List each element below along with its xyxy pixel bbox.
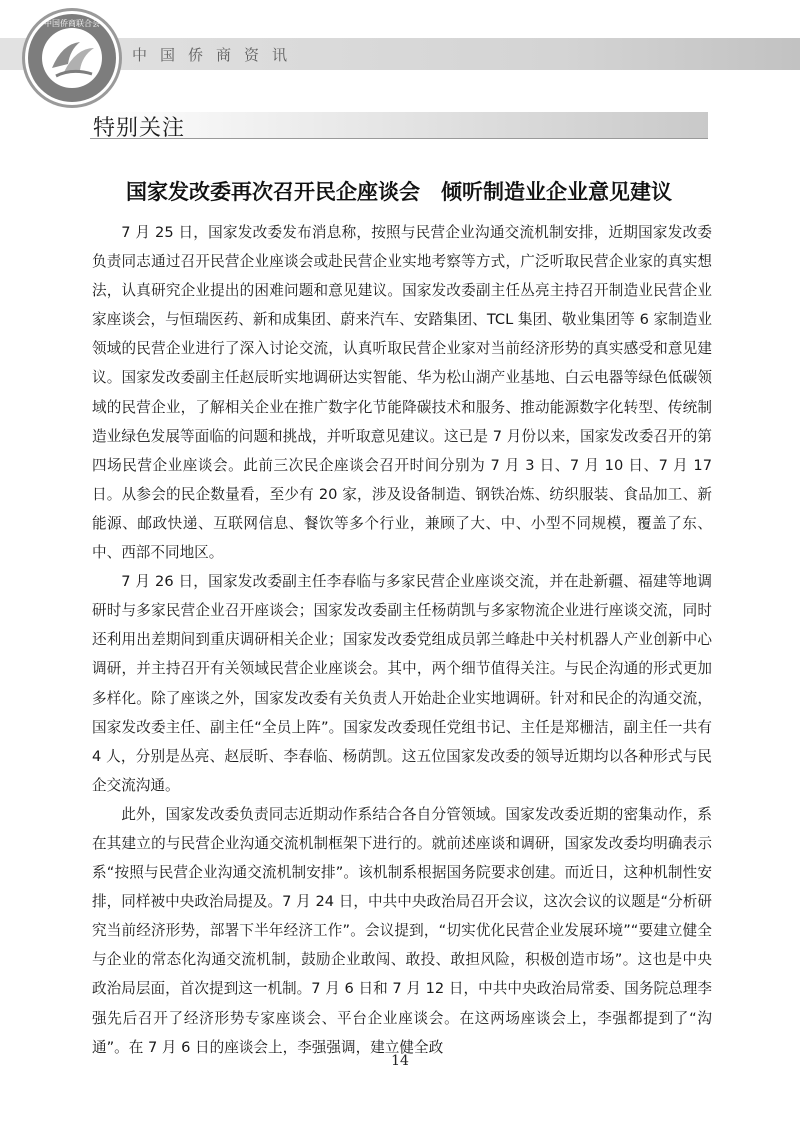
article-paragraph: 此外，国家发改委负责同志近期动作系结合各自分管领域。国家发改委近期的密集动作，系在其建立的与民营企业沟通交流机制框架下进行的。就前述座谈和调研，国家发改委均明确表示系“按照与民营企业沟通交流机制安排”。该机制系根据国务院要求创建。而近日，这种机制性安排，同样被中央政治局提及。7 月 24 日，中共中央政治局召开会议，这次会议的议题是“分析研究当前经济形势，部署下半年经济工作”。会议提到，“切实优化民营企业发展环境”“要建立健全与企业的常态化沟通交流机制，鼓励企业敢闯、敢投、敢担风险，积极创造市场”。这也是中央政治局层面，首次提到这一机制。7 月 6 日和 7 月 12 日，中共中央政治局常委、国务院总理李强先后召开了经济形势专家座谈会、平台企业座谈会。在这两场座谈会上，李强都提到了“沟通”。在 7 月 6 日的座谈会上，李强强调，建立健全政 <box>92 805 712 1056</box>
article-paragraph: 7 月 25 日，国家发改委发布消息称，按照与民营企业沟通交流机制安排，近期国家发改委负责同志通过召开民营企业座谈会或赴民营企业实地考察等方式，广泛听取民营企业家的真实想法，认真研究企业提出的困难问题和意见建议。国家发改委副主任丛亮主持召开制造业民营企业家座谈会，与恒瑞医药、新和成集团、蔚来汽车、安踏集团、TCL 集团、敬业集团等 6 家制造业领域的民营企业进行了深入讨论交流，认真听取民营企业家对当前经济形势的真实感受和意见建议。国家发改委副主任赵辰昕实地调研达实智能、华为松山湖产业基地、白云电器等绿色低碳领域的民营企业，了解相关企业在推广数字化节能降碳技术和服务、推动能源数字化转型、传统制造业绿色发展等面临的问题和挑战，并听取意见建议。这已是 7 月份以来，国家发改委召开的第四场民营企业座谈会。此前三次民企座谈会召开时间分别为 7 月 3 日、7 月 10 日、7 月 17 日。从参会的民企数量看，至少有 20 家，涉及设备制造、钢铁冶炼、纺织服装、食品加工、新能源、邮政快递、互联网信息、餐饮等多个行业，兼顾了大、中、小型不同规模，覆盖了东、中、西部不同地区。 <box>92 224 712 562</box>
logo-text: 中国侨商联合会 <box>44 19 100 28</box>
article-title: 国家发改委再次召开民企座谈会 倾听制造业企业意见建议 <box>126 180 672 204</box>
logo <box>18 4 126 112</box>
article-paragraph: 7 月 26 日，国家发改委副主任李春临与多家民营企业座谈交流，并在赴新疆、福建等地调研时与多家民营企业召开座谈会；国家发改委副主任杨荫凯与多家物流企业进行座谈交流，同时还利用出差期间到重庆调研相关企业；国家发改委党组成员郭兰峰赴中关村机器人产业创新中心调研，并主持召开有关领域民营企业座谈会。其中，两个细节值得关注。与民企沟通的形式更加多样化。除了座谈之外，国家发改委有关负责人开始赴企业实地调研。针对和民企的沟通交流，国家发改委主任、副主任“全员上阵”。国家发改委现任党组书记、主任是郑栅洁，副主任一共有 4 人，分别是丛亮、赵辰昕、李春临、杨荫凯。这五位国家发改委的领导近期均以各种形式与民企交流沟通。 <box>92 573 712 794</box>
page-number: 14 <box>391 1053 409 1069</box>
section-title: 特别关注 <box>93 116 186 141</box>
article-body <box>92 218 712 1062</box>
header-title: 中国侨商资讯 <box>132 46 301 64</box>
